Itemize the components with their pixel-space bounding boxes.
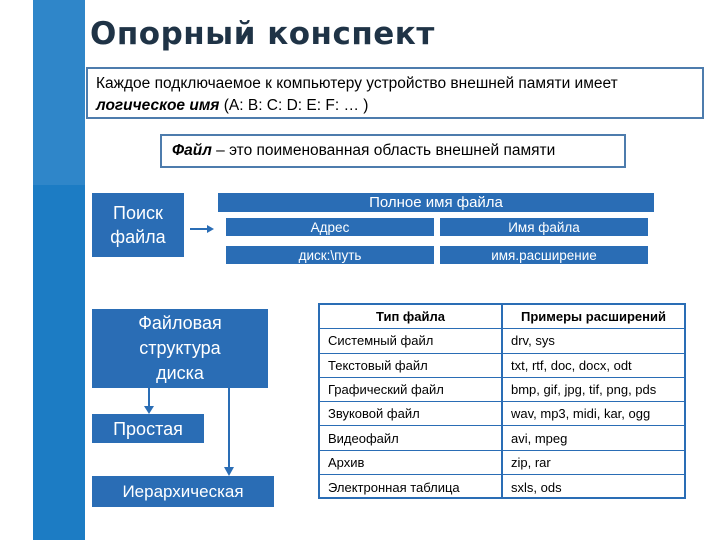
file-types-table <box>318 303 686 499</box>
table-row <box>320 451 684 475</box>
hierarchical-structure-box: Иерархическая <box>92 476 274 507</box>
intro-box <box>86 67 704 119</box>
intro-line-1: Каждое подключаемое к компьютеру устройство внешней памяти имеет <box>96 75 618 92</box>
table-header-type: Тип файла <box>320 305 503 328</box>
definition-box <box>160 134 626 168</box>
table-header-extensions: Примеры расширений <box>520 309 666 325</box>
search-line-1: Поиск <box>113 203 163 223</box>
table-cell: Звуковой файл <box>320 402 503 425</box>
table-cell: Графический файл <box>320 378 503 401</box>
table-cell: sxls, ods <box>511 479 562 495</box>
table-row <box>320 475 684 499</box>
table-cell: Видеофайл <box>320 426 503 449</box>
fs-line-3: диска <box>156 363 204 383</box>
intro-term: логическое имя <box>96 97 220 114</box>
table-cell: zip, rar <box>511 454 551 470</box>
sidebar-top-block <box>33 0 85 185</box>
intro-line-2 <box>96 95 694 117</box>
arrow-right-icon <box>190 224 214 234</box>
sidebar-strip <box>33 0 85 540</box>
table-cell: drv, sys <box>511 333 555 349</box>
table-row <box>320 402 684 426</box>
table-cell: bmp, gif, jpg, tif, png, pds <box>511 382 657 398</box>
fs-line-2: структура <box>139 338 221 358</box>
table-cell: Текстовый файл <box>320 354 503 377</box>
fs-line-1: Файловая <box>138 313 222 333</box>
table-cell: Электронная таблица <box>320 475 503 499</box>
search-line-2: файла <box>110 227 166 247</box>
table-cell: txt, rtf, doc, docx, odt <box>511 357 632 373</box>
simple-structure-box: Простая <box>92 414 204 443</box>
address-label-bar: Адрес <box>226 218 434 236</box>
address-format-bar: диск:\путь <box>226 246 434 264</box>
intro-rest: (A: B: C: D: E: F: … ) <box>219 97 369 114</box>
table-cell: Архив <box>320 451 503 474</box>
table-row <box>320 426 684 450</box>
page-title: Опорный конспект <box>90 16 435 52</box>
filename-format-bar: имя.расширение <box>440 246 648 264</box>
table-cell: avi, mpeg <box>511 430 568 446</box>
arrow-down-icon <box>223 388 235 476</box>
full-name-bar: Полное имя файла <box>218 193 654 212</box>
table-cell: Системный файл <box>320 329 503 352</box>
search-file-box <box>92 193 184 257</box>
table-row <box>320 378 684 402</box>
definition-rest: – это поименованная область внешней памяти <box>211 142 556 159</box>
table-header-row <box>320 305 684 329</box>
filename-label-bar: Имя файла <box>440 218 648 236</box>
table-row <box>320 329 684 353</box>
table-row <box>320 354 684 378</box>
table-cell: wav, mp3, midi, kar, ogg <box>511 406 651 422</box>
file-structure-box <box>92 309 268 388</box>
definition-term: Файл <box>172 142 212 159</box>
arrow-down-icon <box>143 388 155 414</box>
